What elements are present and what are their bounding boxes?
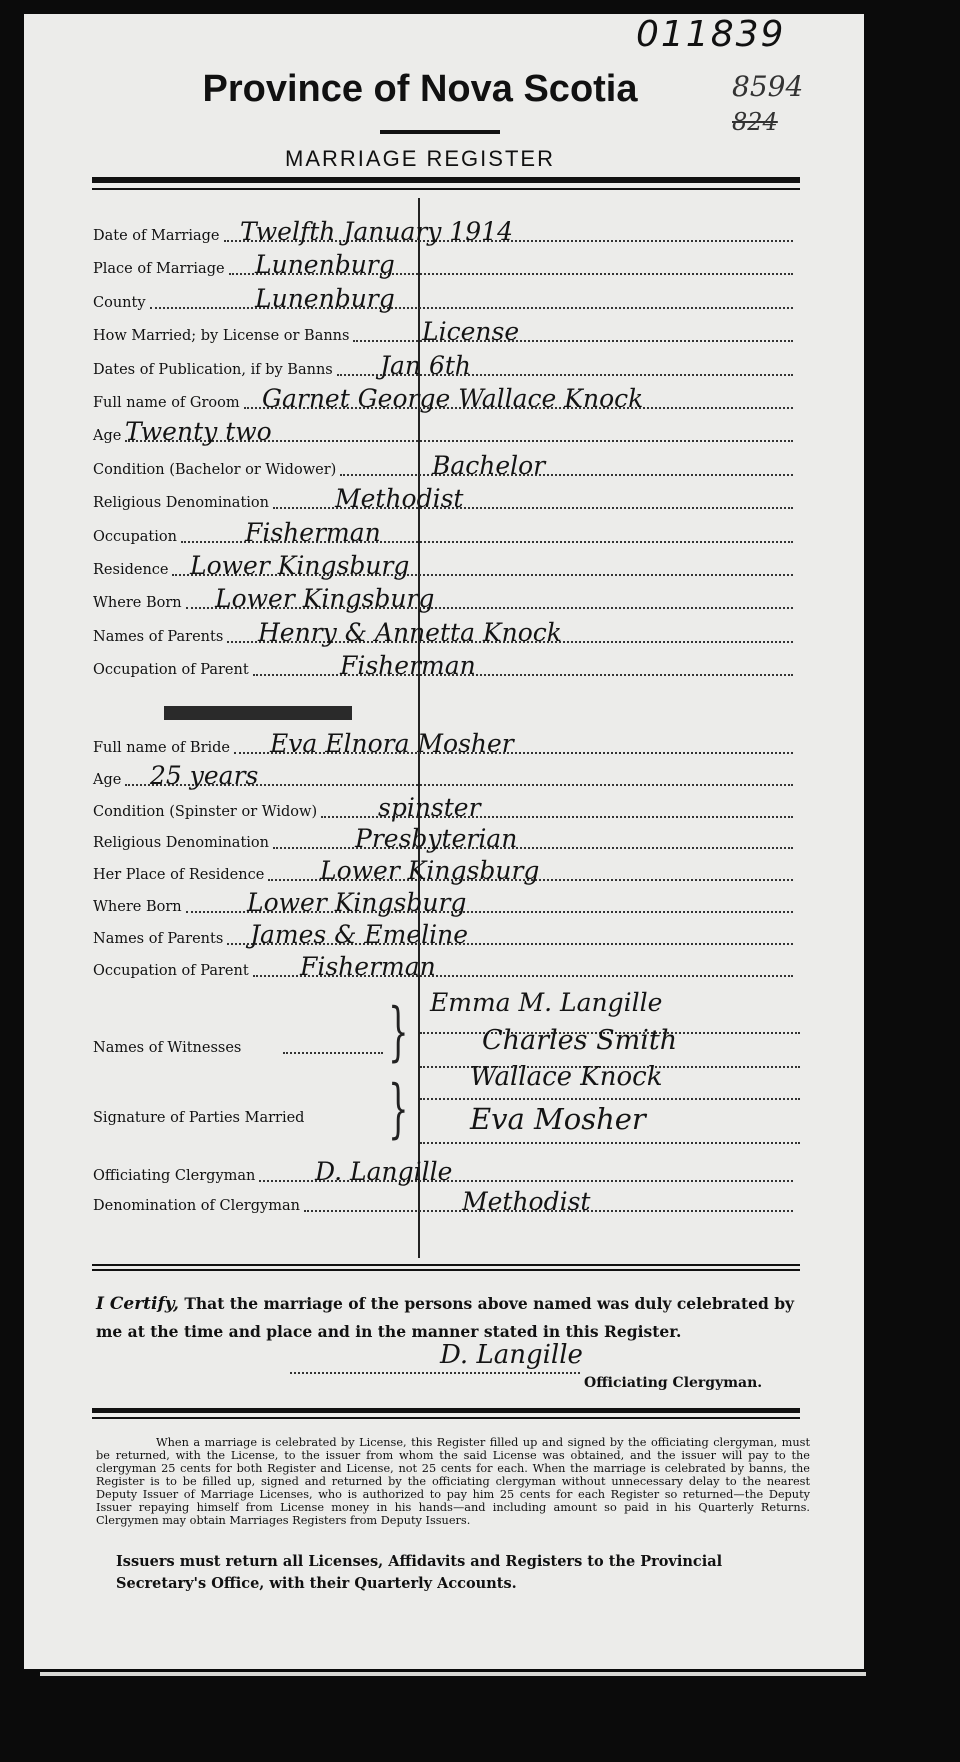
bride-field-label: Names of Parents [93, 930, 224, 947]
groom-field-row [93, 652, 793, 682]
groom-field-value: Fisherman [340, 651, 476, 681]
groom-field-value: Lower Kingsburg [190, 551, 410, 580]
groom-field-label: Condition (Bachelor or Widower) [93, 461, 337, 478]
bride-field-label: Age [93, 771, 122, 788]
bride-field-value: Lower Kingsburg [320, 856, 540, 886]
groom-field-row [93, 418, 793, 448]
groom-field-row [93, 485, 793, 515]
witnesses-label: Names of Witnesses [93, 1040, 242, 1056]
bride-field-value: Presbyterian [355, 824, 518, 854]
bride-field-label: Her Place of Residence [93, 867, 265, 884]
groom-field-row [93, 285, 793, 315]
groom-field-row [93, 352, 793, 382]
bride-field-row [93, 794, 793, 824]
bride-field-label: Occupation of Parent [93, 962, 249, 979]
witness-1: Emma M. Langille [430, 988, 663, 1017]
parties-row [93, 1100, 793, 1130]
groom-signature-dots [420, 1098, 800, 1100]
groom-field-label: Occupation of Parent [93, 662, 249, 679]
groom-field-value: License [422, 317, 520, 347]
clergy-field-row [93, 1188, 793, 1218]
bride-field-value: spinster [378, 792, 481, 822]
header-divider-thin [92, 188, 800, 190]
groom-field-value: Twenty two [125, 417, 272, 447]
parties-label: Signature of Parties Married [93, 1110, 305, 1126]
groom-field-label: County [93, 294, 146, 311]
clergy-field-label: Officiating Clergyman [93, 1168, 256, 1184]
page-title: Province of Nova Scotia [202, 68, 638, 110]
bride-field-row [93, 953, 793, 983]
groom-field-value: Bachelor [432, 450, 546, 480]
groom-field-dots [150, 305, 793, 309]
groom-field-label: Place of Marriage [93, 261, 225, 278]
certify-divider-top [92, 1264, 800, 1266]
groom-field-dots [353, 338, 793, 342]
groom-field-value: Henry & Annetta Knock [258, 617, 562, 647]
groom-field-label: Date of Marriage [93, 228, 220, 244]
bride-field-row [93, 762, 793, 792]
bride-field-value: Eva Elnora Mosher [270, 729, 514, 758]
bride-signature-dots [420, 1142, 800, 1144]
groom-field-row [93, 385, 793, 415]
bride-field-label: Where Born [93, 899, 182, 915]
witnesses-dots [283, 1050, 383, 1054]
groom-field-row [93, 251, 793, 281]
certify-lead: I Certify, [96, 1294, 179, 1314]
clergy-field-label: Denomination of Clergyman [93, 1198, 300, 1214]
clergy-field-value: Methodist [462, 1187, 591, 1216]
bride-field-value: James & Emeline [250, 919, 469, 949]
groom-field-label: Full name of Groom [93, 395, 240, 411]
groom-field-label: Occupation [93, 528, 177, 545]
bride-field-label: Condition (Spinster or Widow) [93, 803, 318, 820]
groom-field-row [93, 218, 793, 248]
header-divider [92, 177, 800, 183]
groom-field-label: How Married; by License or Banns [93, 328, 350, 345]
certify-body: That the marriage of the persons above named was duly celebrated by me at the time and place and in the manner stated in this Register. [96, 1294, 795, 1341]
clergy-field-row [93, 1158, 793, 1188]
groom-signature: Wallace Knock [470, 1062, 663, 1092]
groom-field-row [93, 552, 793, 582]
witness-2: Charles Smith [482, 1025, 678, 1056]
bride-field-dots [273, 845, 793, 849]
groom-field-value: Fisherman [245, 517, 381, 547]
signature-label: Officiating Clergyman. [584, 1375, 763, 1391]
bride-field-row [93, 921, 793, 951]
clergy-field-value: D. Langille [315, 1157, 453, 1186]
witnesses-row [93, 1030, 793, 1060]
certification-text [96, 1290, 806, 1345]
parties-brace: } [388, 1072, 409, 1146]
groom-field-dots [253, 672, 793, 676]
certify-divider-top-2 [92, 1269, 800, 1271]
bride-field-value: 25 years [150, 760, 259, 790]
title-rule [380, 130, 500, 134]
groom-field-label: Residence [93, 562, 169, 578]
groom-field-value: Lunenburg [255, 250, 395, 280]
groom-field-value: Jan 6th [380, 350, 472, 380]
groom-field-label: Dates of Publication, if by Banns [93, 361, 333, 378]
groom-field-row [93, 318, 793, 348]
bride-field-label: Religious Denomination [93, 835, 269, 852]
groom-field-value: Lunenburg [255, 283, 395, 313]
page-subtitle: MARRIAGE REGISTER [285, 146, 555, 171]
groom-field-row [93, 585, 793, 615]
bride-field-row [93, 730, 793, 760]
groom-field-value: Garnet George Wallace Knock [262, 384, 644, 413]
bride-field-row [93, 889, 793, 919]
footer-divider [92, 1408, 800, 1413]
clergyman-signature: D. Langille [440, 1340, 583, 1370]
witnesses-brace: } [388, 995, 409, 1069]
bride-signature: Eva Mosher [470, 1102, 646, 1136]
bride-field-row [93, 857, 793, 887]
bride-field-value: Fisherman [300, 951, 436, 981]
secondary-number: 8594 [732, 70, 804, 103]
issuer-instructions: Issuers must return all Licenses, Affidavits and Registers to the Provincial Secretary's Office, with their Quarterly Accounts. [116, 1553, 723, 1592]
groom-field-label: Religious Denomination [93, 495, 269, 512]
groom-field-label: Age [93, 428, 122, 445]
signature-line [290, 1372, 580, 1374]
groom-field-value: Lower Kingsburg [215, 584, 435, 614]
groom-field-row [93, 519, 793, 549]
groom-field-row [93, 452, 793, 482]
groom-field-dots [340, 472, 793, 476]
groom-field-label: Where Born [93, 595, 182, 612]
footer-divider-thin [92, 1417, 800, 1419]
groom-field-value: Twelfth January 1914 [240, 217, 513, 246]
registration-number: 011839 [636, 14, 786, 55]
groom-field-row [93, 619, 793, 649]
bride-field-label: Full name of Bride [93, 740, 230, 756]
bride-section-bar [164, 706, 352, 720]
groom-field-label: Names of Parents [93, 628, 224, 645]
groom-field-value: Methodist [335, 484, 464, 514]
bride-field-row [93, 825, 793, 855]
struck-number: 824 [732, 108, 778, 136]
bride-field-value: Lower Kingsburg [247, 888, 467, 917]
instructions-note: When a marriage is celebrated by License, this Register filled up and signed by the officiating clergyman, must be returned, with the License, to the issuer from whom the said License was obtained, and the issuer will pay to the clergyman 25 cents for both Register and License, not 25 cents for each. When the marriage is celebrated by banns, the Register is to be filled up, signed and returned by the officiating clergyman without unnecessary delay to the nearest Deputy Issuer of Marriage Licenses, who is authorized to pay him 25 cents for each Register so returned—the Deputy Issuer repaying himself from License money in his hands—and including amount so paid in his Quarterly Returns. Clergymen may obtain Marriages Registers from Deputy Issuers. [96, 1436, 810, 1527]
